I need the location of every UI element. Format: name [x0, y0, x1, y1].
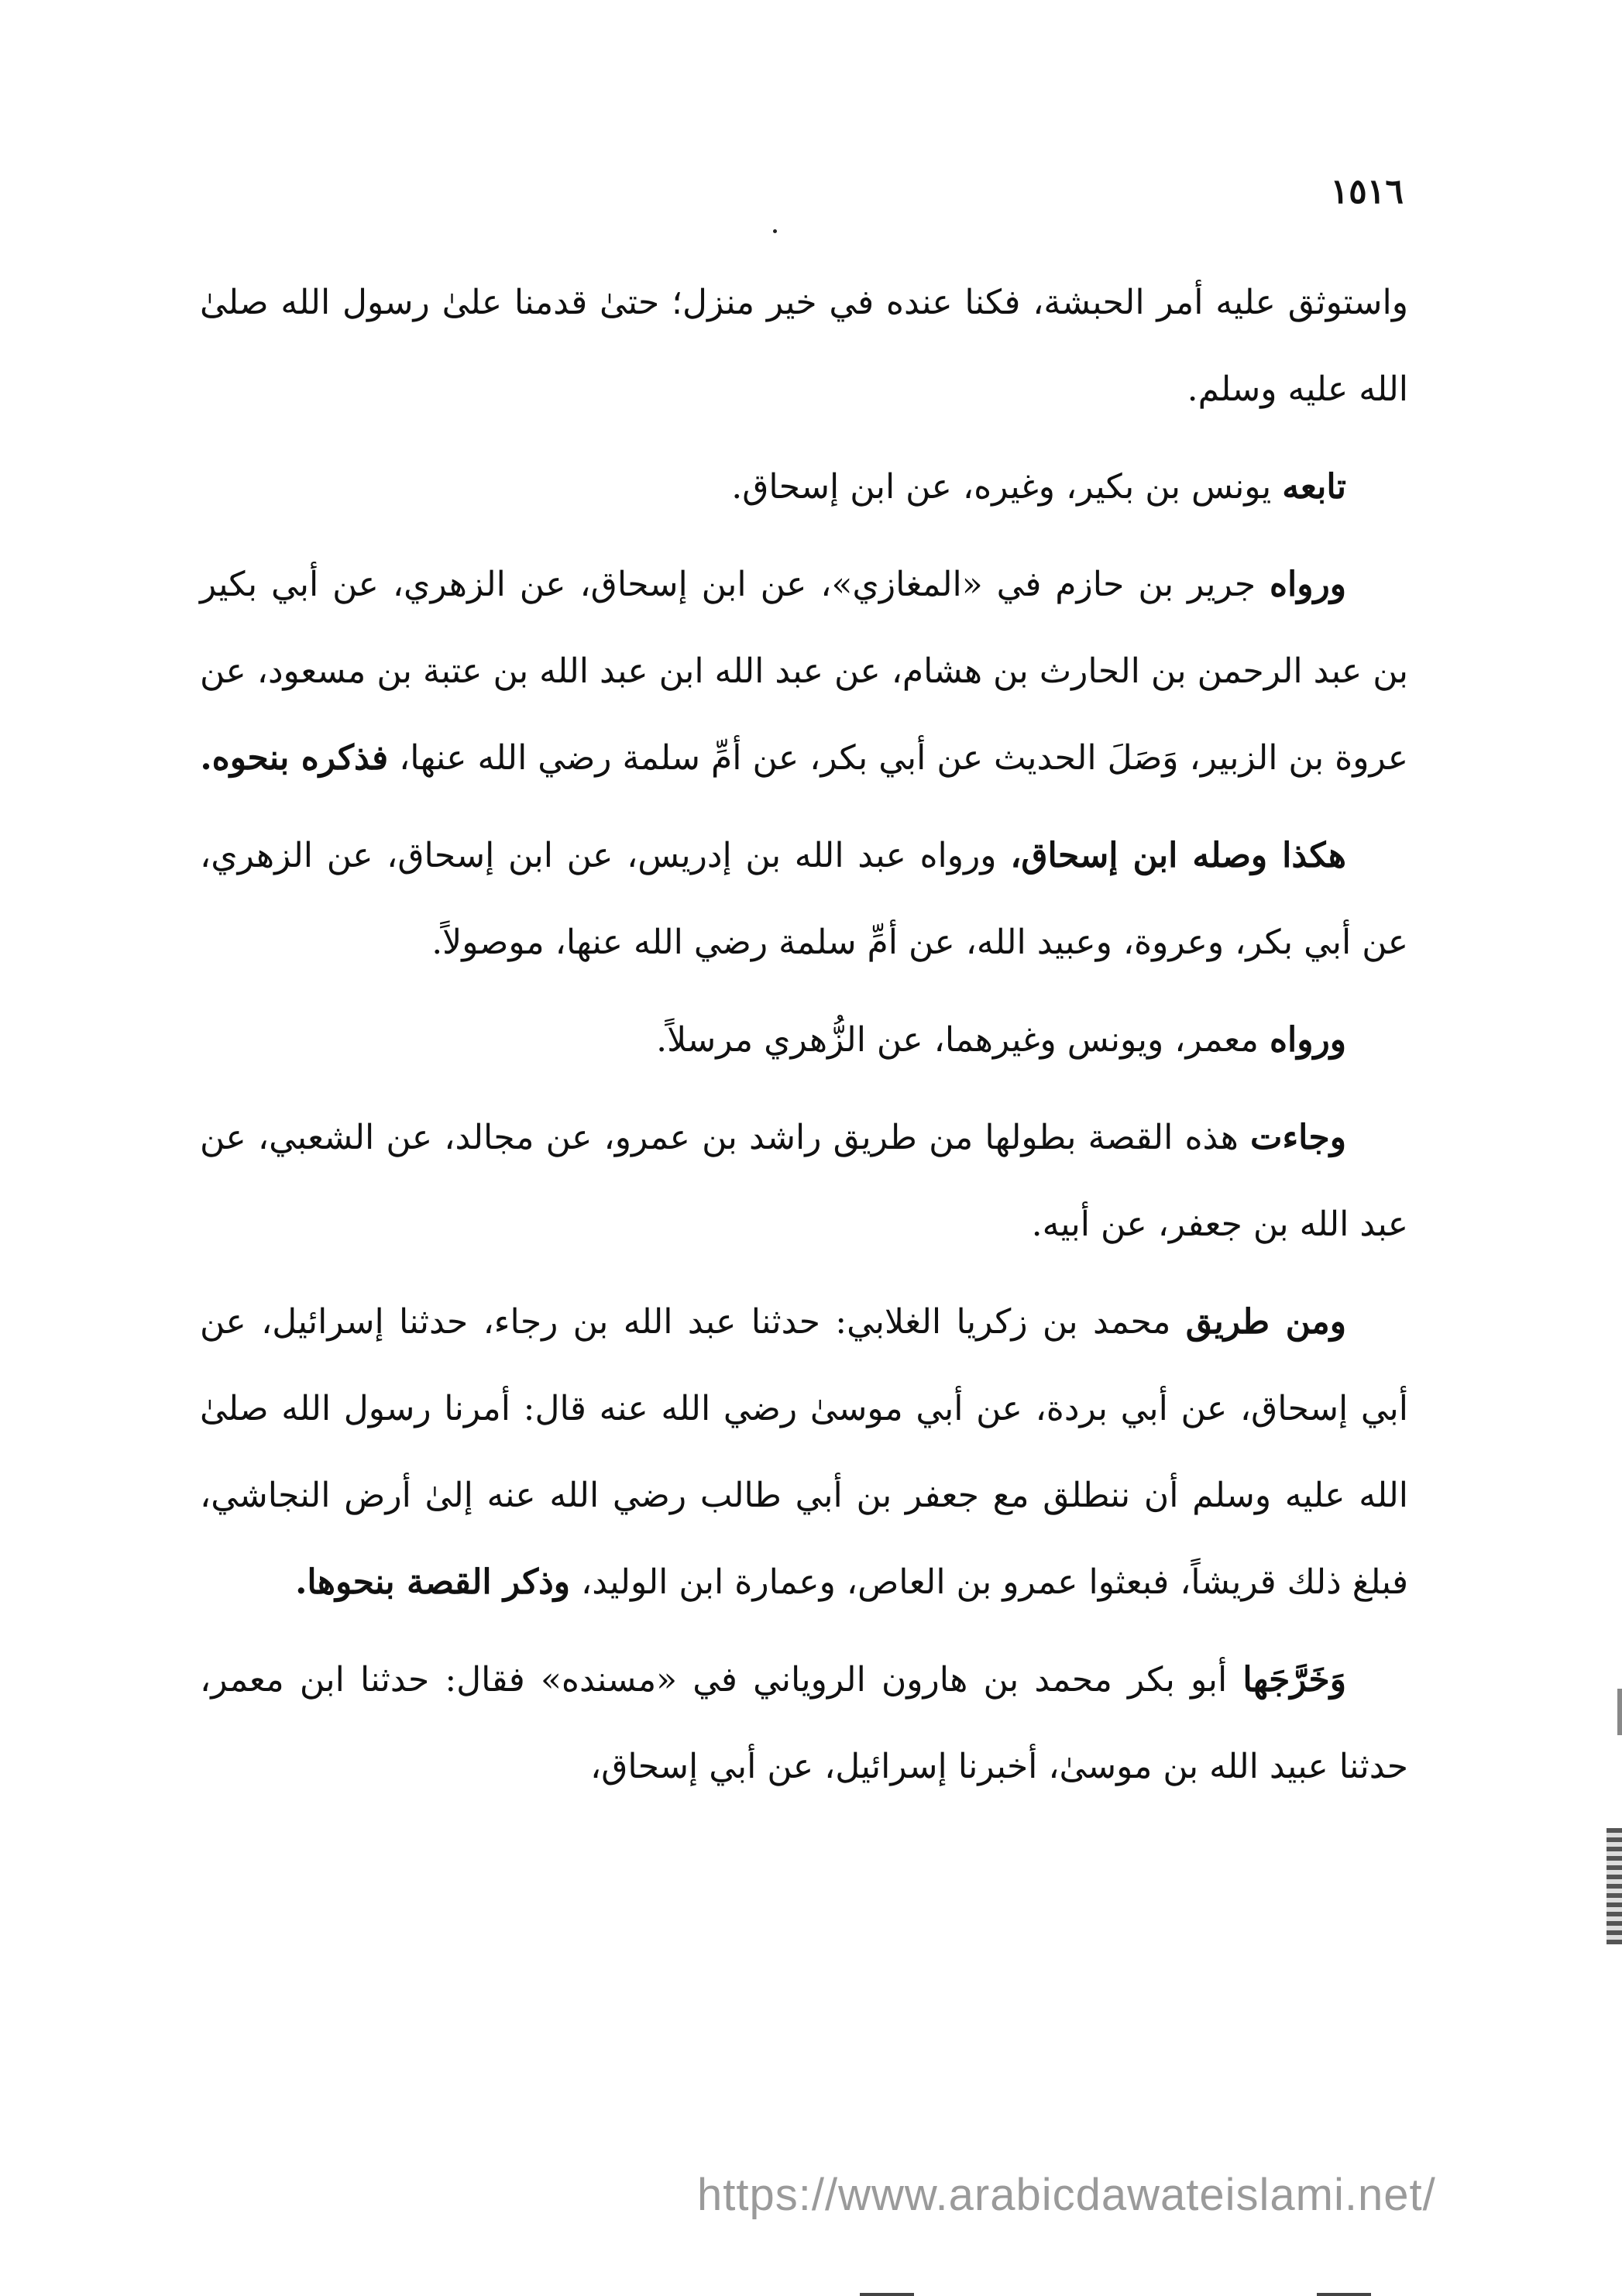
paragraph-2-text: يونس بن بكير، وغيره، عن ابن إسحاق.: [731, 467, 1283, 507]
scan-bottom-rule-right: [1317, 2293, 1371, 2296]
scan-bottom-rule-left: [860, 2293, 914, 2296]
scan-edge-mark: [1617, 1689, 1622, 1735]
paragraph-1: [200, 260, 1408, 433]
paragraph-5: [200, 997, 1408, 1084]
paragraph-3: [200, 541, 1408, 802]
paragraph-2: [200, 444, 1408, 531]
scan-edge-ornament: [1607, 1828, 1622, 1944]
paragraph-5-text: معمر، ويونس وغيرهما، عن الزُّهري مرسلاً.: [656, 1020, 1270, 1060]
paragraph-6-lead: وجاءت: [1250, 1118, 1346, 1157]
paragraph-3-text: جرير بن حازم في «المغازي»، عن ابن إسحاق، عن الزهري، عن أبي بكير بن عبد الرحمن بن الحارث بن هشام، عن عبد الله ابن عبد الله بن عتبة بن مسعود، عن عروة بن الزبير، وَصَلَ الحديث عن أبي بكر، عن أمِّ سلمة رضي الله عنها،: [200, 565, 1408, 778]
paragraph-2-lead: تابعه: [1282, 467, 1346, 507]
watermark-url: https://www.arabicdawateislami.net/: [697, 2170, 1436, 2220]
paragraph-8-lead: وَخَرَّجَها: [1242, 1660, 1346, 1700]
paragraph-4-text: ورواه عبد الله بن إدريس، عن ابن إسحاق، عن الزهري، عن أبي بكر، وعروة، وعبيد الله، عن أمِّ سلمة رضي الله عنها، موصولاً.: [200, 836, 1408, 962]
paragraph-7: [200, 1279, 1408, 1626]
paragraph-4: [200, 813, 1408, 986]
page-number: ١٥١٦: [1330, 172, 1404, 211]
paragraph-8-text: أبو بكر محمد بن هارون الروياني في «مسنده» فقال: حدثنا ابن معمر، حدثنا عبيد الله بن موسىٰ، أخبرنا إسرائيل، عن أبي إسحاق،: [200, 1660, 1408, 1786]
paragraph-5-lead: ورواه: [1269, 1020, 1346, 1060]
paragraph-1-text: واستوثق عليه أمر الحبشة، فكنا عنده في خير منزل؛ حتىٰ قدمنا علىٰ رسول الله صلىٰ الله عليه وسلم.: [200, 283, 1408, 409]
paragraph-7-text: محمد بن زكريا الغلابي: حدثنا عبد الله بن رجاء، حدثنا إسرائيل، عن أبي إسحاق، عن أبي بردة، عن أبي موسىٰ رضي الله عنه قال: أمرنا رسول الله صلىٰ الله عليه وسلم أن ننطلق مع جعفر بن أبي طالب رضي الله عنه إلىٰ أرض النجاشي، فبلغ ذلك قريشاً، فبعثوا عمرو بن العاص، وعمارة ابن الوليد،: [200, 1302, 1408, 1602]
paragraph-3-lead: ورواه: [1269, 565, 1346, 604]
paragraph-3-trail: فذكره بنحوه.: [200, 738, 389, 778]
paragraph-6-text: هذه القصة بطولها من طريق راشد بن عمرو، عن مجالد، عن الشعبي، عن عبد الله بن جعفر، عن أبيه.: [200, 1118, 1408, 1244]
page-body: [200, 260, 1408, 1821]
paragraph-7-lead: ومن طريق: [1185, 1302, 1346, 1342]
paragraph-7-trail: وذكر القصة بنحوها.: [295, 1562, 570, 1602]
paragraph-4-lead: هكذا وصله ابن إسحاق،: [1010, 836, 1346, 875]
paragraph-8: [200, 1637, 1408, 1810]
paragraph-6: [200, 1095, 1408, 1268]
scan-speck: [773, 229, 777, 233]
